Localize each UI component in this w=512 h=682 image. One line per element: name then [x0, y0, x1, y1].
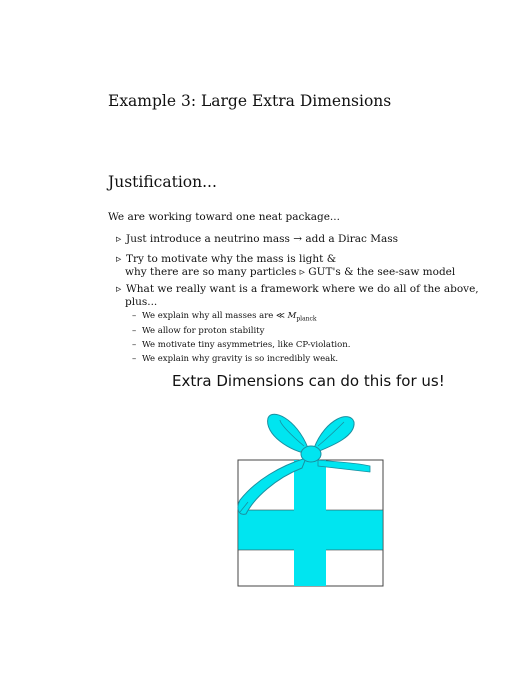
math-subscript: planck [296, 315, 317, 323]
slide-title: Example 3: Large Extra Dimensions [108, 92, 392, 110]
bullet-text: Try to motivate why the mass is light & [126, 253, 337, 265]
bullet-marker-icon: ▹ [116, 253, 122, 265]
section-title: Justification... [108, 173, 217, 191]
intro-text: We are working toward one neat package... [108, 211, 340, 223]
bullet-item [116, 253, 455, 279]
bullet-marker-icon: ▹ [116, 233, 122, 245]
bullet-text-continued: plus... [125, 296, 158, 308]
gift-ribbon-vertical [294, 460, 326, 586]
sub-item-text: We explain why gravity is so incredibly weak. [142, 354, 339, 364]
sub-item: – We allow for proton stability [132, 326, 265, 336]
sub-item: – We motivate tiny asymmetries, like CP-violation. [132, 340, 351, 350]
sub-item: – We explain why all masses are ≪ $M_{planck}$ [132, 311, 317, 323]
sub-item-text: We motivate tiny asymmetries, like CP-violation. [142, 340, 351, 350]
bullet-marker-icon: ▹ [116, 283, 122, 295]
gift-bow-knot [301, 446, 321, 462]
bullet-text: What we really want is a framework where we do all of the above, [126, 283, 479, 295]
sub-item: – We explain why gravity is so incredibly weak. [132, 354, 339, 364]
gift-box-icon [230, 408, 390, 590]
sub-item-text: We explain why all masses are ≪ [142, 311, 288, 321]
bullet-item [116, 283, 479, 309]
sub-item-text: We allow for proton stability [142, 326, 265, 336]
bullet-item [116, 233, 398, 246]
tagline: Extra Dimensions can do this for us! [172, 372, 445, 390]
math-symbol: M [287, 311, 297, 321]
bullet-text-continued: why there are so many particles ▹ GUT's & the see-saw model [125, 266, 456, 278]
bullet-text: Just introduce a neutrino mass → add a Dirac Mass [126, 233, 399, 245]
